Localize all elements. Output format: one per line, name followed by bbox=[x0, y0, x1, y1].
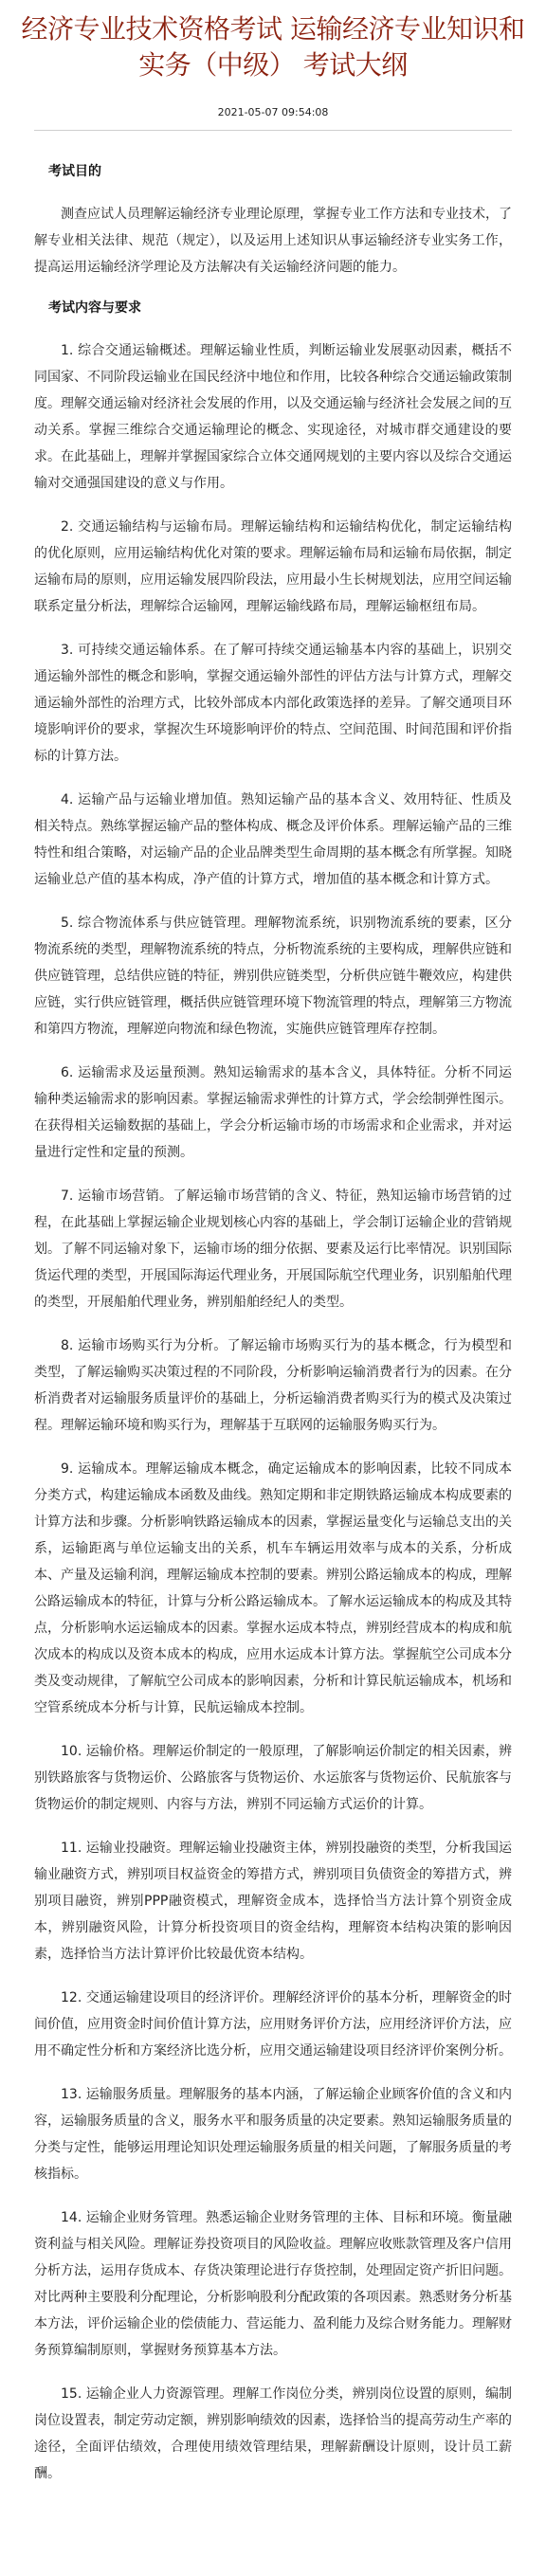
paragraph-item: 8. 运输市场购买行为分析。了解运输市场购买行为的基本概念，行为模型和类型，了解运输购买决策过程的不同阶段，分析影响运输消费者行为的因素。在分析消费者对运输服务质量评价的基础上，分析运输消费者购买行为的模式及决策过程。理解运输环境和购买行为，理解基于互联网的运输服务购买行为。 bbox=[34, 1338, 512, 1433]
section-heading-content: 考试内容与要求 bbox=[48, 300, 141, 316]
paragraph-item: 12. 交通运输建设项目的经济评价。理解经济评价的基本分析，理解资金的时间价值，应用资金时间价值计算方法，应用财务评价方法，应用经济评价方法，应用不确定性分析和方案经济比选分析，应用交通运输建设项目经济评价案例分析。 bbox=[34, 1990, 512, 2059]
paragraph-item: 13. 运输服务质量。理解服务的基本内涵，了解运输企业顾客价值的含义和内容，运输服务质量的含义，服务水平和服务质量的决定要素。熟知运输服务质量的分类与定性，能够运用理论知识处理运输服务质量的相关问题，了解服务质量的考核指标。 bbox=[34, 2087, 512, 2182]
paragraph-item: 1. 综合交通运输概述。理解运输业性质，判断运输业发展驱动因素，概括不同国家、不同阶段运输业在国民经济中地位和作用，比较各种综合交通运输政策制度。理解交通运输对经济社会发展的作用，以及交通运输与经济社会发展之间的互动关系。掌握三维综合交通运输理论的概念、实现途径，对城市群交通建设的要求。在此基础上，理解并掌握国家综合立体交通网规划的主要内容以及综合交通运输对交通强国建设的意义与作用。 bbox=[34, 343, 512, 491]
paragraph-item: 5. 综合物流体系与供应链管理。理解物流系统，识别物流系统的要素，区分物流系统的类型，理解物流系统的特点，分析物流系统的主要构成，理解供应链和供应链管理，总结供应链的特征，辨别供应链类型，分析供应链牛鞭效应，构建供应链，实行供应链管理，概括供应链管理环境下物流管理的特点，理解第三方物流和第四方物流，理解逆向物流和绿色物流，实施供应链管理库存控制。 bbox=[34, 916, 512, 1037]
paragraph-item: 7. 运输市场营销。了解运输市场营销的含义、特征，熟知运输市场营销的过程，在此基础上掌握运输企业规划核心内容的基础上，学会制订运输企业的营销规划。了解不同运输对象下，运输市场的细分依据、要素及运行比率情况。识别国际货运代理的类型，开展国际海运代理业务，开展国际航空代理业务，识别船舶代理的类型，开展船舶代理业务，辨别船舶经纪人的类型。 bbox=[34, 1188, 512, 1310]
paragraph-item: 4. 运输产品与运输业增加值。熟知运输产品的基本含义、效用特征、性质及相关特点。熟练掌握运输产品的整体构成、概念及评价体系。理解运输产品的三维特性和组合策略，对运输产品的企业品牌类型生命周期的基本概念有所掌握。知晓运输业总产值的基本构成，净产值的计算方式，增加值的基本概念和计算方式。 bbox=[34, 792, 512, 887]
paragraph-item: 3. 可持续交通运输体系。在了解可持续交通运输基本内容的基础上，识别交通运输外部性的概念和影响，掌握交通运输外部性的评估方法与计算方式，理解交通运输外部性的治理方式，比较外部成本内部化政策选择的差异。了解交通项目环境影响评价的要求，掌握次生环境影响评价的特点、空间范围、时间范围和评价指标的计算方法。 bbox=[34, 643, 512, 764]
paragraph-goal: 测查应试人员理解运输经济专业理论原理，掌握专业工作方法和专业技术，了解专业相关法律、规范（规定），以及运用上述知识从事运输经济专业实务工作，提高运用运输经济学理论及方法解决有关运输经济问题的能力。 bbox=[34, 207, 512, 275]
paragraph-item: 6. 运输需求及运量预测。熟知运输需求的基本含义，具体特征。分析不同运输种类运输需求的影响因素。掌握运输需求弹性的计算方式，学会绘制弹性图示。在获得相关运输数据的基础上，学会分析运输市场的市场需求和企业需求，并对运量进行定性和定量的预测。 bbox=[34, 1065, 512, 1160]
paragraph-item: 15. 运输企业人力资源管理。理解工作岗位分类，辨别岗位设置的原则，编制岗位设置表，制定劳动定额，辨别影响绩效的因素，选择恰当的提高劳动生产率的途径，全面评估绩效，合理使用绩效管理结果，理解薪酬设计原则，设计员工薪酬。 bbox=[34, 2386, 512, 2481]
page-title: 经济专业技术资格考试 运输经济专业知识和实务（中级） 考试大纲 bbox=[21, 13, 525, 81]
paragraph-item: 2. 交通运输结构与运输布局。理解运输结构和运输结构优化，制定运输结构的优化原则，应用运输结构优化对策的要求。理解运输布局和运输布局依据，制定运输布局的原则，应用运输发展四阶段法，应用最小生长树规划法，应用空间运输联系定量分析法，理解综合运输网，理解运输线路布局，理解运输枢纽布局。 bbox=[34, 519, 512, 614]
paragraph-item: 9. 运输成本。理解运输成本概念，确定运输成本的影响因素，比较不同成本分类方式，构建运输成本函数及曲线。熟知定期和非定期铁路运输成本构成要素的计算方法和步骤。分析影响铁路运输成本的因素，掌握运量变化与运输总支出的关系，运输距离与单位运输支出的关系，机车车辆运用效率与成本的关系，分析成本、产量及运输利润，理解运输成本控制的要素。辨别公路运输成本的构成，理解公路运输成本的特征，计算与分析公路运输成本。了解水运运输成本的构成及其特点，分析影响水运运输成本的因素。掌握水运成本特点，辨别经营成本的构成和航次成本的构成以及资本成本的构成，应用水运成本计算方法。掌握航空公司成本分类及变动规律，了解航空公司成本的影响因素，分析和计算民航运输成本，机场和空管系统成本分析与计算，民航运输成本控制。 bbox=[34, 1461, 512, 1715]
paragraph-item: 14. 运输企业财务管理。熟悉运输企业财务管理的主体、目标和环境。衡量融资利益与相关风险。理解证券投资项目的风险收益。理解应收账款管理及客户信用分析方法，运用存货成本、存货决策理论进行存货控制，处理固定资产折旧问题。对比两种主要股利分配理论，分析影响股利分配政策的各项因素。熟悉财务分析基本方法，评价运输企业的偿债能力、营运能力、盈利能力及综合财务能力。理解财务预算编制原则，掌握财务预算基本方法。 bbox=[34, 2210, 512, 2358]
paragraph-item: 11. 运输业投融资。理解运输业投融资主体，辨别投融资的类型，分析我国运输业融资方式，辨别项目权益资金的筹措方式，辨别项目负债资金的筹措方式，辨别项目融资，辨别PPP融资模式，理解资金成本，选择恰当方法计算个别资金成本，辨别融资风险，计算分析投资项目的资金结构，理解资本结构决策的影响因素，选择恰当方法计算评价比较最优资本结构。 bbox=[34, 1841, 512, 1962]
article-body bbox=[17, 131, 529, 2487]
paragraph-item: 10. 运输价格。理解运价制定的一般原理，了解影响运价制定的相关因素，辨别铁路旅客与货物运价、公路旅客与货物运价、水运旅客与货物运价、民航旅客与货物运价的制定规则、内容与方法，辨别不同运输方式运价的计算。 bbox=[34, 1744, 512, 1812]
publish-datetime: 2021-05-07 09:54:08 bbox=[217, 106, 329, 118]
section-heading-goal: 考试目的 bbox=[48, 164, 101, 179]
